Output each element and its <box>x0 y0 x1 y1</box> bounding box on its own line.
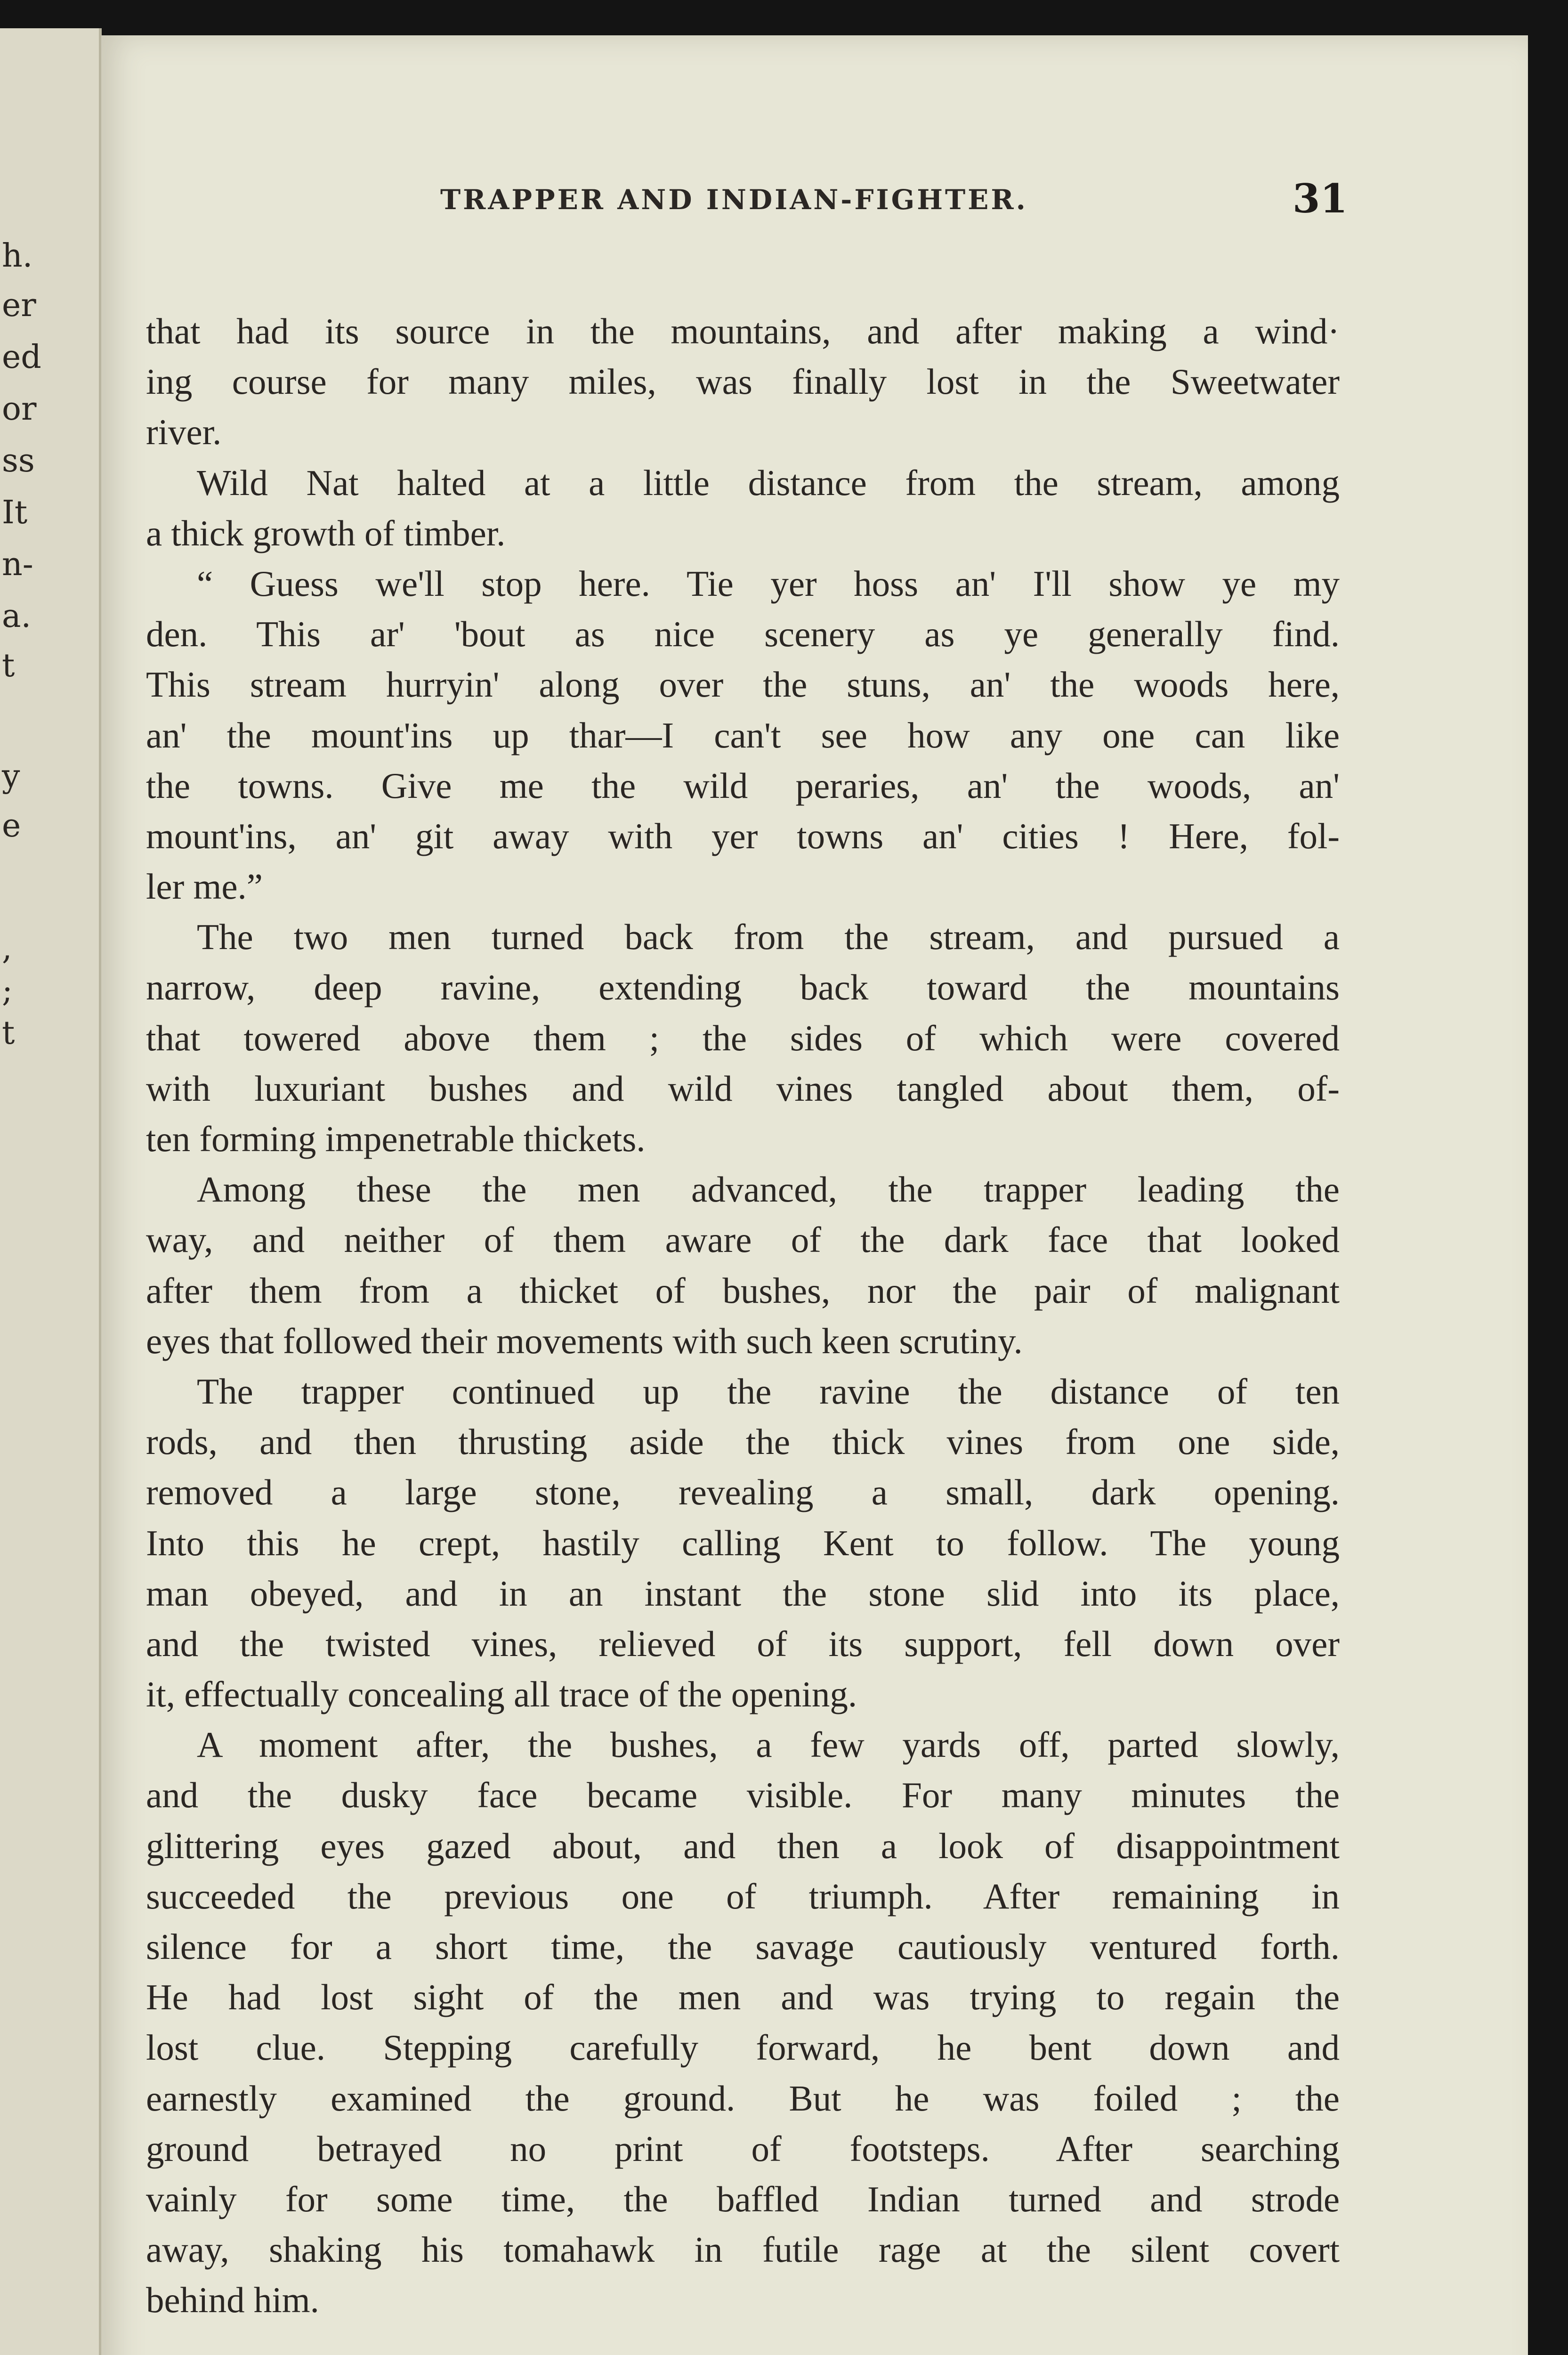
book-page <box>101 35 1528 2355</box>
text-line: “ Guess we'll stop here. Tie yer hoss an' I'll show ye my <box>197 563 1340 604</box>
text-line: A moment after, the bushes, a few yards off, parted slowly, <box>197 1724 1340 1765</box>
text-line: The trapper continued up the ravine the distance of ten <box>197 1371 1340 1412</box>
left-fragment: ed <box>2 339 41 376</box>
text-line: He had lost sight of the men and was trying to regain the <box>146 1977 1340 2018</box>
text-line: Into this he crept, hastily calling Kent to follow. The young <box>146 1522 1340 1563</box>
text-line: eyes that followed their movements with such keen scrutiny. <box>146 1320 1023 1361</box>
text-line: earnestly examined the ground. But he was foiled ; the <box>146 2078 1340 2119</box>
text-line: den. This ar' 'bout as nice scenery as ye generally find. <box>146 614 1340 655</box>
text-line: a thick growth of timber. <box>146 512 506 553</box>
left-fragment: er <box>2 287 36 324</box>
left-fragment: It <box>2 494 28 531</box>
page-number: 31 <box>1293 175 1348 222</box>
text-line: and the dusky face became visible. For many minutes the <box>146 1775 1340 1816</box>
text-line: vainly for some time, the baffled Indian turned and strode <box>146 2178 1340 2219</box>
text-line: and the twisted vines, relieved of its support, fell down over <box>146 1623 1340 1664</box>
text-line: an' the mount'ins up thar—I can't see how any one can like <box>146 715 1340 755</box>
text-line: away, shaking his tomahawk in futile rage at the silent covert <box>146 2229 1340 2270</box>
text-line: The two men turned back from the stream, and pursued a <box>197 917 1340 958</box>
running-title: TRAPPER AND INDIAN-FIGHTER. <box>440 184 1028 216</box>
text-line: This stream hurryin' along over the stuns, an' the woods here, <box>146 664 1340 705</box>
text-line: river. <box>146 412 222 453</box>
text-line: that had its source in the mountains, and after making a wind· <box>146 311 1340 351</box>
left-fragment: n- <box>2 546 33 583</box>
text-line: narrow, deep ravine, extending back toward the mountains <box>146 967 1340 1008</box>
text-line: Wild Nat halted at a little distance from the stream, among <box>197 462 1340 503</box>
text-line: it, effectually concealing all trace of the opening. <box>146 1674 857 1715</box>
text-line: silence for a short time, the savage cautiously ventured forth. <box>146 1926 1340 1967</box>
body-text <box>146 306 1340 2326</box>
text-line: succeeded the previous one of triumph. After remaining in <box>146 1876 1340 1916</box>
text-line: glittering eyes gazed about, and then a look of disappointment <box>146 1825 1340 1866</box>
text-line: ground betrayed no print of footsteps. After searching <box>146 2128 1340 2169</box>
text-line: Among these the men advanced, the trapper leading the <box>197 1169 1340 1210</box>
text-line: ler me.” <box>146 866 263 907</box>
text-line: way, and neither of them aware of the dark face that looked <box>146 1219 1340 1260</box>
text-line: man obeyed, and in an instant the stone slid into its place, <box>146 1573 1340 1614</box>
text-line: rods, and then thrusting aside the thick vines from one side, <box>146 1421 1340 1462</box>
text-line: after them from a thicket of bushes, nor the pair of malignant <box>146 1270 1340 1311</box>
text-line: behind him. <box>146 2280 319 2321</box>
left-fragment: ss <box>2 442 35 479</box>
left-fragment: a. <box>2 598 32 635</box>
text-line: ing course for many miles, was finally lost in the Sweetwater <box>146 361 1340 402</box>
text-line: mount'ins, an' git away with yer towns an' cities ! Here, fol- <box>146 815 1340 856</box>
text-line: lost clue. Stepping carefully forward, he bent down and <box>146 2027 1340 2068</box>
left-fragment: y <box>2 758 20 795</box>
running-header <box>101 175 1528 236</box>
text-line: removed a large stone, revealing a small, dark opening. <box>146 1472 1340 1513</box>
left-fragment: t <box>2 647 15 684</box>
left-fragment: ; <box>2 972 13 1009</box>
left-fragment: e <box>2 807 21 845</box>
previous-page-edge <box>0 28 102 2355</box>
text-line: with luxuriant bushes and wild vines tangled about them, of- <box>146 1068 1340 1109</box>
left-fragment: t <box>2 1015 15 1052</box>
text-line: that towered above them ; the sides of which were covered <box>146 1017 1340 1058</box>
text-line: the towns. Give me the wild peraries, an' the woods, an' <box>146 765 1340 806</box>
left-fragment: , <box>2 930 12 967</box>
left-fragment: h. <box>2 237 33 275</box>
left-fragment: or <box>2 390 37 428</box>
text-line: ten forming impenetrable thickets. <box>146 1119 646 1159</box>
